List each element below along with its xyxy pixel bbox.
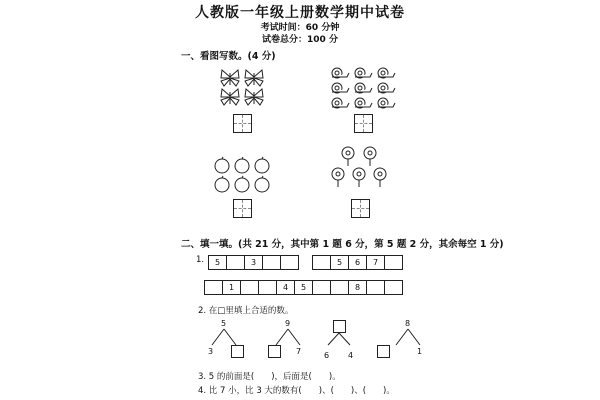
tree3-right: 4 [348, 351, 354, 360]
tree4-left-box[interactable] [377, 345, 390, 358]
snail-group [328, 65, 400, 110]
tree3-top-box[interactable] [333, 320, 346, 333]
strip-cell[interactable]: 6 [348, 255, 367, 270]
strip-cell[interactable] [312, 280, 331, 295]
number-strip-2 [205, 280, 403, 295]
butterfly-group [218, 67, 268, 107]
flower-group [330, 144, 388, 190]
strip-cell[interactable] [280, 255, 299, 270]
exam-time: 考试时间：60 分钟 [260, 23, 340, 33]
tree3-left: 6 [324, 351, 330, 360]
butterfly-icon [221, 70, 263, 105]
strip-cell[interactable] [366, 280, 385, 295]
number-strip-1a [209, 255, 299, 270]
question3: 3. 5 的前面是( )，后面是( )。 [198, 372, 341, 382]
apple-icon [215, 157, 269, 192]
strip-cell[interactable] [384, 255, 403, 270]
strip-cell[interactable] [240, 280, 259, 295]
number-strip-1b [313, 255, 403, 270]
answer-box-snails[interactable] [354, 114, 373, 133]
question2-label: 2. 在□里填上合适的数。 [198, 306, 294, 316]
strip-cell[interactable] [384, 280, 403, 295]
strip-cell[interactable]: 4 [276, 280, 295, 295]
tree1-right-box[interactable] [231, 345, 244, 358]
question1-label: 1. [196, 255, 205, 265]
tree1-top: 5 [221, 319, 227, 328]
answer-box-butterflies[interactable] [233, 114, 252, 133]
strip-cell[interactable] [204, 280, 223, 295]
section1-heading: 一、看图写数。(4 分) [181, 51, 276, 62]
tree2-left-box[interactable] [268, 345, 281, 358]
answer-box-flowers[interactable] [351, 199, 370, 218]
strip-cell[interactable] [258, 280, 277, 295]
snail-icon [332, 68, 395, 108]
page-title: 人教版一年级上册数学期中试卷 [195, 5, 405, 21]
strip-cell[interactable]: 1 [222, 280, 241, 295]
strip-cell[interactable] [262, 255, 281, 270]
section2-heading: 二、填一填。(共 21 分，其中第 1 题 6 分，第 5 题 2 分，其余每空 1 分) [181, 239, 504, 250]
strip-cell[interactable] [330, 280, 349, 295]
tree2-top: 9 [285, 319, 291, 328]
tree1-left: 3 [208, 347, 214, 356]
strip-cell[interactable]: 3 [244, 255, 263, 270]
strip-cell[interactable] [226, 255, 245, 270]
flower-icon [332, 147, 386, 187]
tree2-right: 7 [296, 347, 302, 356]
strip-cell[interactable]: 5 [208, 255, 227, 270]
strip-cell[interactable]: 8 [348, 280, 367, 295]
question4: 4. 比 7 小，比 3 大的数有( )、( )、( )。 [198, 386, 395, 396]
exam-total-score: 试卷总分：100 分 [262, 35, 338, 45]
strip-cell[interactable] [312, 255, 331, 270]
strip-cell[interactable]: 7 [366, 255, 385, 270]
tree4-top: 8 [405, 319, 411, 328]
tree4-right: 1 [417, 347, 423, 356]
strip-cell[interactable]: 5 [330, 255, 349, 270]
answer-box-apples[interactable] [233, 199, 252, 218]
apple-group [213, 155, 275, 195]
strip-cell[interactable]: 5 [294, 280, 313, 295]
